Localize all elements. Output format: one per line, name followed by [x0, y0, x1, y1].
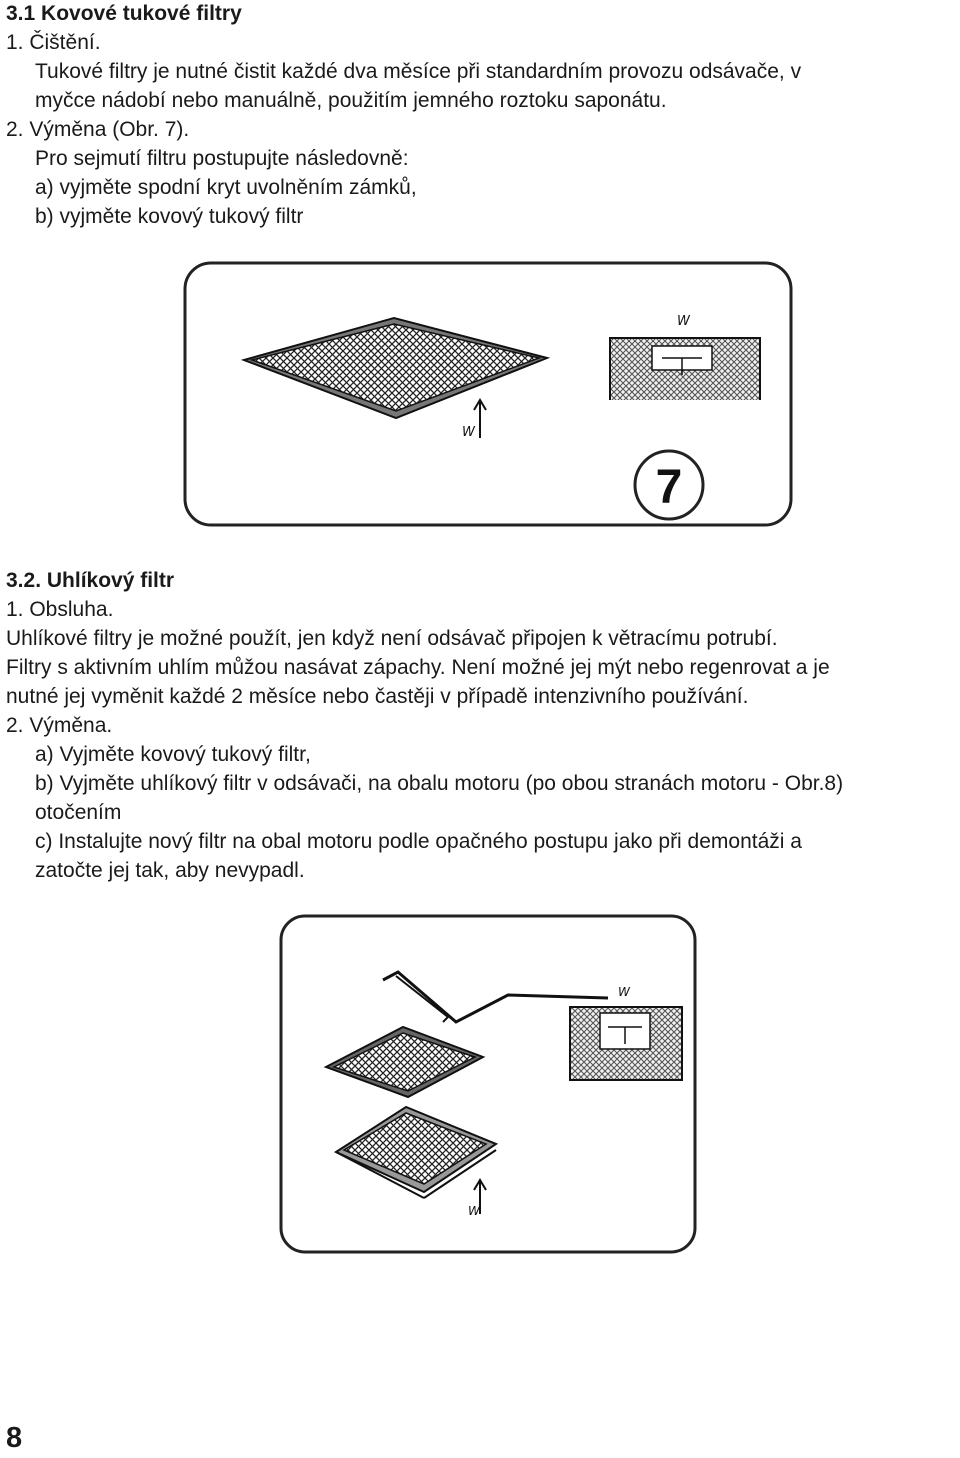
- arrow-label: W: [468, 1204, 480, 1218]
- list-item: a) vyjměte spodní kryt uvolněním zámků,: [35, 176, 417, 199]
- step-title: 2. Výměna (Obr. 7).: [6, 118, 190, 141]
- paragraph-line: Uhlíkové filtry je možné použít, jen když není odsávač připojen k větracímu potrubí.: [6, 627, 778, 650]
- arrow-label: W: [462, 425, 475, 440]
- figure-number: 7: [655, 461, 683, 514]
- figure-8-illustration: [278, 912, 700, 1258]
- section-heading: 3.1 Kovové tukové filtry: [6, 2, 242, 25]
- page-number: 8: [6, 1422, 23, 1454]
- figure-7-illustration: [182, 260, 797, 530]
- list-item: c) Instalujte nový filtr na obal motoru podle opačného postupu jako při demontáži a: [35, 830, 802, 853]
- step-title: 1. Čištění.: [6, 31, 101, 54]
- step-title: 2. Výměna.: [6, 714, 113, 737]
- paragraph-line: Tukové filtry je nutné čistit každé dva měsíce při standardním provozu odsávače, v: [35, 60, 802, 83]
- list-item: b) vyjměte kovový tukový filtr: [35, 205, 304, 228]
- arrow-label: W: [618, 985, 630, 999]
- list-item: a) Vyjměte kovový tukový filtr,: [35, 743, 311, 766]
- paragraph-line: myčce nádobí nebo manuálně, použitím jemného roztoku saponátu.: [35, 89, 667, 112]
- section-heading: 3.2. Uhlíkový filtr: [6, 569, 175, 592]
- list-item-continued: otočením: [35, 801, 122, 824]
- arrow-label: W: [677, 314, 690, 329]
- paragraph-line: nutné jej vyměnit každé 2 měsíce nebo častěji v případě intenzivního používání.: [6, 685, 749, 708]
- paragraph-line: Pro sejmutí filtru postupujte následovně:: [35, 147, 409, 170]
- list-item-continued: zatočte jej tak, aby nevypadl.: [35, 859, 305, 882]
- step-title: 1. Obsluha.: [6, 598, 114, 621]
- list-item: b) Vyjměte uhlíkový filtr v odsávači, na obalu motoru (po obou stranách motoru - Obr.8): [35, 772, 844, 795]
- paragraph-line: Filtry s aktivním uhlím můžou nasávat zápachy. Není možné jej mýt nebo regenrovat a je: [6, 656, 830, 679]
